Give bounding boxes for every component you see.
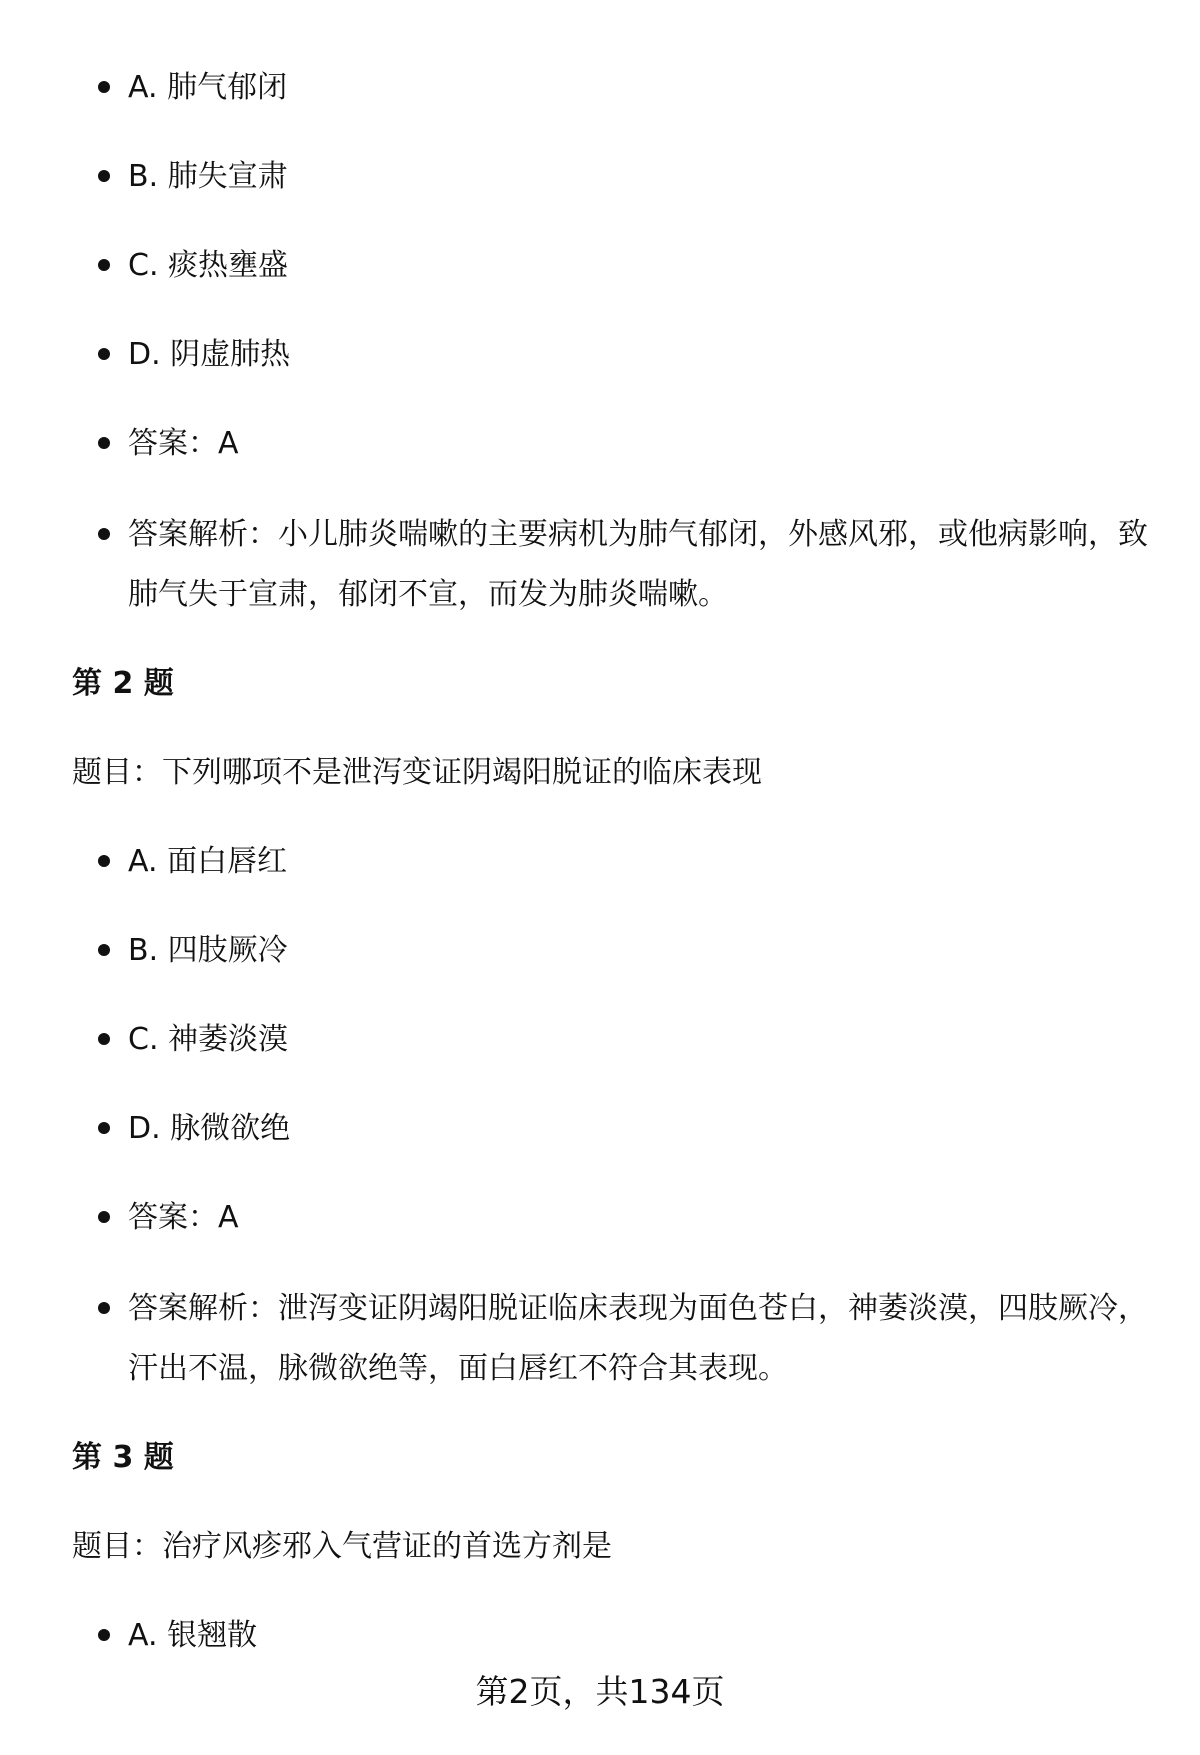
q1-option-c: C. 痰热壅盛 bbox=[128, 236, 1148, 296]
bullet-icon bbox=[98, 1302, 110, 1314]
q2-option-c: C. 神萎淡漠 bbox=[128, 1010, 1148, 1070]
q3-question: 题目：治疗风疹邪入气营证的首选方剂是 bbox=[72, 1529, 612, 1564]
q2-question: 题目：下列哪项不是泄泻变证阴竭阳脱证的临床表现 bbox=[72, 755, 762, 790]
q1-option-b: B. 肺失宣肃 bbox=[128, 147, 1148, 207]
q3-option-a: A. 银翘散 bbox=[128, 1606, 1148, 1666]
q1-option-a: A. 肺气郁闭 bbox=[128, 58, 1148, 118]
q2-answer: 答案：A bbox=[128, 1188, 1148, 1248]
bullet-icon bbox=[98, 1211, 110, 1223]
bullet-icon bbox=[98, 1629, 110, 1641]
q1-option-d: D. 阴虚肺热 bbox=[128, 325, 1148, 385]
bullet-icon bbox=[98, 1033, 110, 1045]
page-number-footer: 第2页，共134页 bbox=[475, 1672, 725, 1711]
q1-answer: 答案：A bbox=[128, 414, 1148, 474]
q2-option-b: B. 四肢厥冷 bbox=[128, 921, 1148, 981]
q2-option-a: A. 面白唇红 bbox=[128, 832, 1148, 892]
bullet-icon bbox=[98, 170, 110, 182]
bullet-icon bbox=[98, 1122, 110, 1134]
bullet-icon bbox=[98, 259, 110, 271]
bullet-icon bbox=[98, 81, 110, 93]
q2-explanation: 答案解析：泄泻变证阴竭阳脱证临床表现为面色苍白，神萎淡漠，四肢厥冷，汗出不温，脉微欲绝等，面白唇红不符合其表现。 bbox=[128, 1279, 1148, 1399]
q2-option-d: D. 脉微欲绝 bbox=[128, 1099, 1148, 1159]
bullet-icon bbox=[98, 348, 110, 360]
q2-heading: 第 2 题 bbox=[72, 666, 174, 701]
q1-explanation: 答案解析：小儿肺炎喘嗽的主要病机为肺气郁闭，外感风邪，或他病影响，致肺气失于宣肃，郁闭不宣，而发为肺炎喘嗽。 bbox=[128, 505, 1148, 625]
bullet-icon bbox=[98, 944, 110, 956]
bullet-icon bbox=[98, 855, 110, 867]
q3-heading: 第 3 题 bbox=[72, 1440, 174, 1475]
bullet-icon bbox=[98, 437, 110, 449]
bullet-icon bbox=[98, 528, 110, 540]
